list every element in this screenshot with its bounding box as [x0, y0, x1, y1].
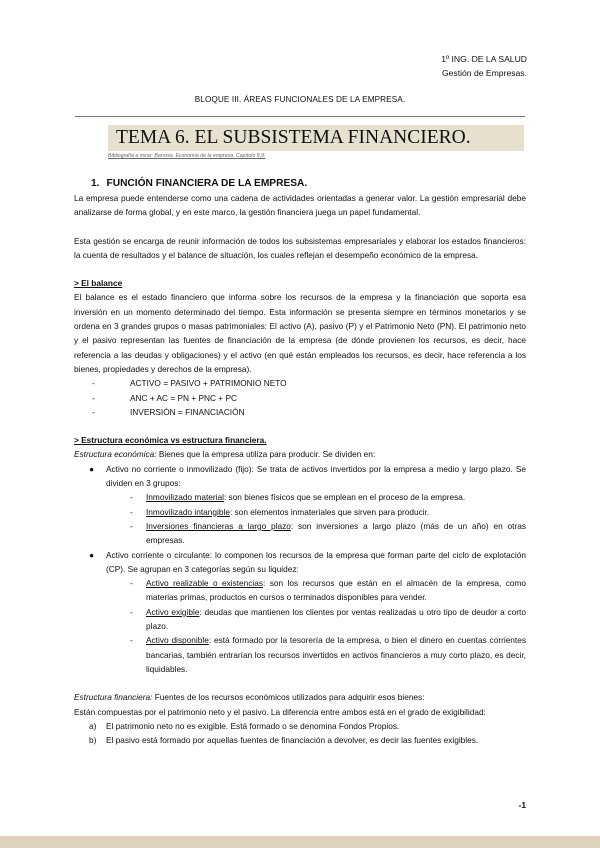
paragraph: La empresa puede entenderse como una cadena de actividades orientadas a generar valor. La gestión empresarial debe analizarse de forma global, y en este marco, la gestión financiera juega un papel fundamental. — [74, 193, 526, 218]
tema-title: TEMA 6. EL SUBSISTEMA FINANCIERO. — [116, 127, 471, 148]
list-item: - ANC + AC = PN + PNC + PC — [92, 392, 237, 403]
list-item: - Inmovilizado material: son bienes físicos que se emplean en el proceso de la empresa. — [130, 492, 466, 503]
list-item: ● Activo corriente o circulante: lo componen los recursos de la empresa que forman parte del ciclo de explotación (CP). Se agrupan en 3 categorías según su liquidez: - Activo realizable o existencias: son los recursos que están en el almacén de la empresa, como materias primas, productos en cursos o terminados disponibles para vender. - Activo exigible: deudas que mantienen los clientes por ventas realizadas u otro tipo de deudor a corto plazo. - Activo disponible: está formado por la tesorería de la empresa, o bien el dinero en cuentas corrientes bancarias, también entrarían los recursos invertidos en activos financieros a muy corto plazo, es decir, liquidables. — [74, 548, 526, 677]
subheading-estructura: > Estructura económica vs estructura financiera. — [74, 435, 267, 446]
alpha-list — [74, 719, 526, 748]
list-item: - Inversiones financieras a largo plazo: son inversiones a largo plazo (más de un año) en otras empresas. — [130, 520, 527, 546]
paragraph: Estructura económica: Bienes que la empresa utiliza para producir. Se dividen en: — [74, 449, 376, 460]
block-title: BLOQUE III. ÁREAS FUNCIONALES DE LA EMPRESA. — [194, 95, 406, 104]
subheading-balance: > El balance — [74, 278, 123, 289]
list-item: - INVERSIÓN = FINANCIACIÓN — [92, 406, 245, 417]
list-item: - Activo realizable o existencias: son los recursos que están en el almacén de la empresa, como materias primas, productos en cursos o terminados disponibles para vender. — [130, 578, 526, 603]
document-header — [441, 52, 527, 80]
page-number: -1 — [518, 800, 526, 810]
list-item: b) El pasivo está formado por aquellas fuentes de financiación a devolver, es decir las fuentes exigibles. — [89, 735, 479, 746]
sub-list — [74, 576, 526, 676]
course-label: 1º ING. DE LA SALUD — [441, 54, 527, 64]
section-number: 1. — [91, 178, 100, 189]
bibliography-note: Bibliografía a mirar: Barroso. Economía de la empresa. Capítulo 8,9. — [108, 153, 266, 159]
list-item: ● Activo no corriente o inmovilizado (fijo): Se trata de activos invertidos por la empresa a medio y largo plazo. Se dividen en 3 grupos: - Inmovilizado material: son bienes físicos que se emplean en el proceso de la empresa. - Inmovilizado intangible: son elementos inmateriales que sirven para producir. - Inversiones financieras a largo plazo: son inversiones a largo plazo (más de un año) en otras empresas. — [74, 462, 526, 548]
section-heading — [91, 177, 526, 190]
section-title: FUNCIÓN FINANCIERA DE LA EMPRESA. — [106, 178, 308, 189]
paragraph: Esta gestión se encarga de reunir información de todos los subsistemas empresariales y elaborar los estados financieros: la cuenta de resultados y el balance de situación, los cuales reflejan el desempeño económico de la empresa. — [74, 235, 526, 260]
divider — [75, 116, 525, 117]
paragraph: Están compuestas por el patrimonio neto y el pasivo. La diferencia entre ambos está en el grado de exigibilidad: — [74, 706, 486, 717]
equation-list — [74, 376, 526, 419]
list-item: a) El patrimonio neto no es exigible. Está formado o se denomina Fondos Propios. — [89, 720, 400, 731]
document-body — [74, 177, 526, 747]
list-item: - Inmovilizado intangible: son elementos inmateriales que sirven para producir. — [130, 506, 430, 517]
sub-list — [74, 490, 526, 547]
paragraph: El balance es el estado financiero que informa sobre los recursos de la empresa y la financiación que soporta esa inversión en un momento determinado del tiempo. Esta información se presenta siempre en términos monetarios y se ordena en 3 grandes grupos o masas patrimoniales: El activo (A), pasivo (P) y el Patrimonio Neto (PN). El patrimonio neto y el pasivo representan las fuentes de financiación de la empresa (de dónde provienen los recursos, es decir, hace referencia a las deudas y obligaciones) y el activo (en qué están empleados los recursos, es decir, hace referencia a los bienes, propiedades y derechos de la empresa). — [74, 292, 526, 374]
tema-title-bar — [108, 125, 524, 151]
subject-label: Gestión de Empresas. — [441, 68, 527, 78]
bullet-list — [74, 462, 526, 676]
list-item: - Activo exigible: deudas que mantienen los clientes por ventas realizadas u otro tipo de deudor a corto plazo. — [130, 606, 526, 632]
paragraph: Estructura financiera: Fuentes de los recursos económicos utilizados para adquirir esos bienes: — [74, 692, 425, 703]
list-item: - Activo disponible: está formado por la tesorería de la empresa, o bien el dinero en cuentas corrientes bancarias, también entrarían los recursos invertidos en activos financieros a muy corto plazo, es decir, liquidables. — [130, 635, 526, 674]
list-item: - ACTIVO = PASIVO + PATRIMONIO NETO — [92, 378, 287, 389]
footer-bar — [0, 836, 600, 848]
